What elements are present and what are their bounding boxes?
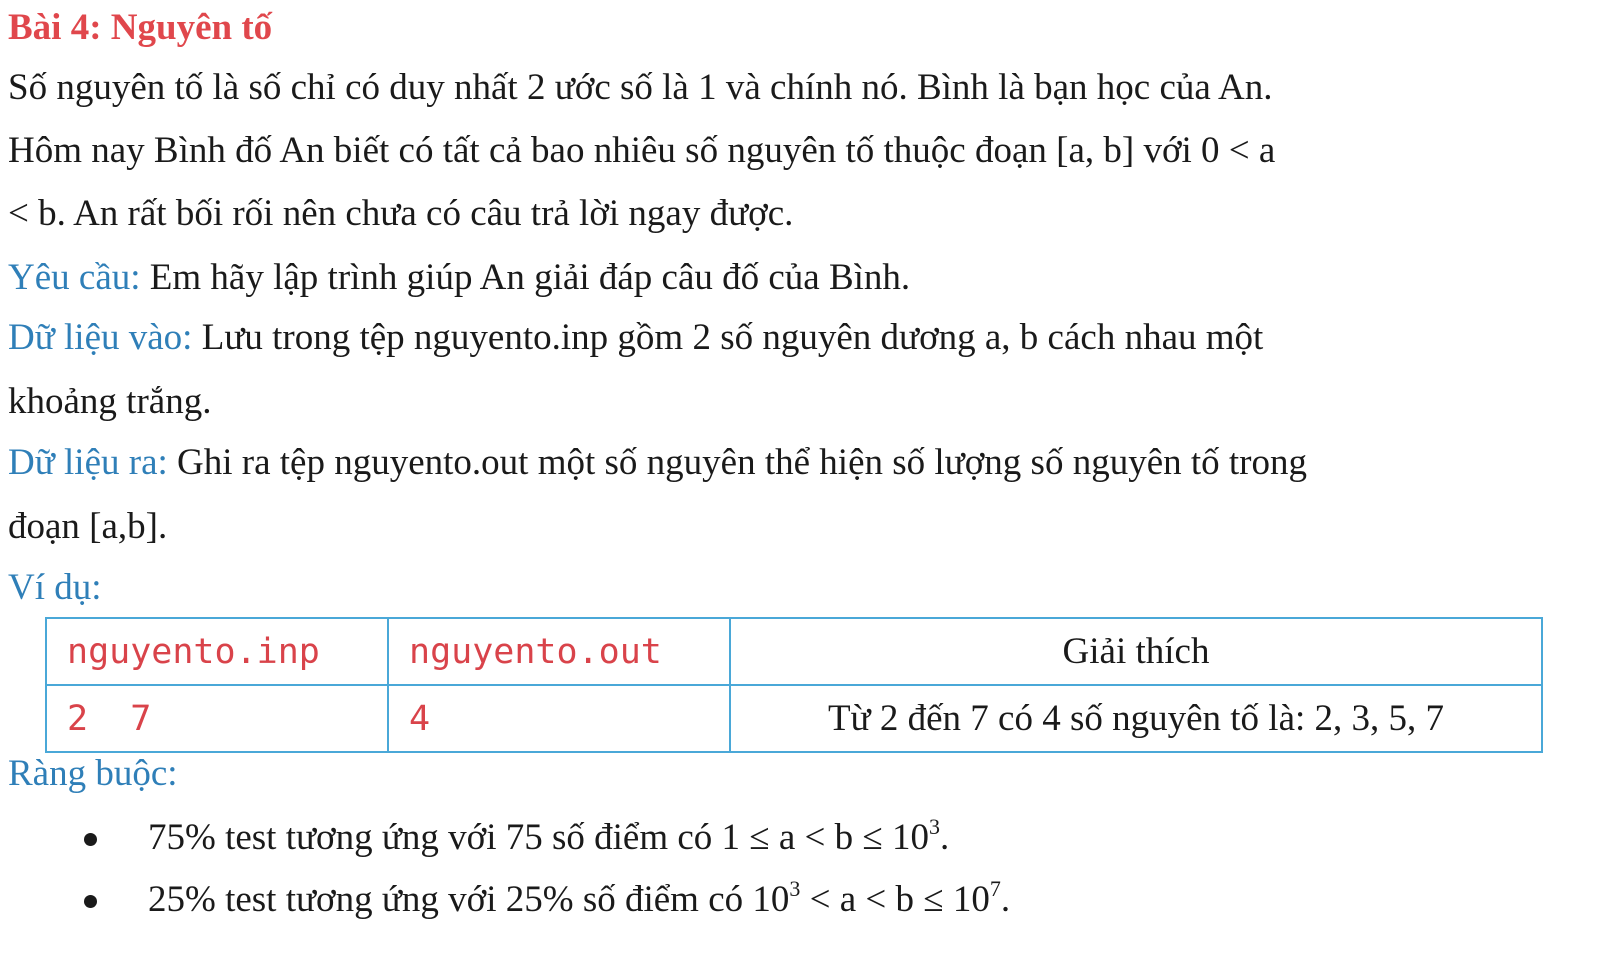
- problem-title: Bài 4: Nguyên tố: [8, 7, 273, 48]
- table-row: [46, 685, 1542, 752]
- constraint-2-exponent-2: 7: [989, 876, 1001, 901]
- cell-input-value: 2 7: [46, 685, 388, 752]
- header-explanation: Giải thích: [730, 618, 1542, 685]
- constraint-2-end: .: [1000, 879, 1011, 920]
- cell-output-value: 4: [388, 685, 730, 752]
- header-input-file: nguyento.inp: [46, 618, 388, 685]
- bullet-icon: [84, 895, 97, 908]
- header-output-file: nguyento.out: [388, 618, 730, 685]
- constraint-1-end: .: [939, 817, 950, 858]
- input-spec-text: Lưu trong tệp nguyento.inp gồm 2 số nguyên dương a, b cách nhau một: [192, 317, 1264, 358]
- requirement-label: Yêu cầu:: [8, 257, 141, 298]
- description-line-3: < b. An rất bối rối nên chưa có câu trả lời ngay được.: [8, 193, 794, 234]
- constraints-label: Ràng buộc:: [8, 753, 178, 794]
- example-label: Ví dụ:: [8, 567, 102, 608]
- input-spec-section: [8, 316, 1263, 360]
- requirement-section: [8, 256, 910, 300]
- constraint-2-middle: < a < b ≤ 10: [800, 879, 990, 920]
- constraint-text-1: [148, 816, 949, 860]
- input-spec-text-continued: khoảng trắng.: [8, 381, 212, 422]
- bullet-icon: [84, 833, 97, 846]
- table-header-row: [46, 618, 1542, 685]
- constraint-2-exponent-1: 3: [789, 876, 801, 901]
- output-spec-text: Ghi ra tệp nguyento.out một số nguyên thể hiện số lượng số nguyên tố trong: [167, 442, 1307, 483]
- constraint-1-exponent: 3: [928, 814, 940, 839]
- constraint-1-main: 75% test tương ứng với 75 số điểm có 1 ≤ a < b ≤ 10: [148, 817, 929, 858]
- description-line-2: Hôm nay Bình đố An biết có tất cả bao nhiêu số nguyên tố thuộc đoạn [a, b] với 0 < a: [8, 130, 1276, 171]
- constraint-text-2: [148, 878, 1010, 922]
- cell-explanation: Từ 2 đến 7 có 4 số nguyên tố là: 2, 3, 5, 7: [730, 685, 1542, 752]
- example-table: [45, 617, 1543, 753]
- input-spec-label: Dữ liệu vào:: [8, 317, 193, 358]
- output-spec-label: Dữ liệu ra:: [8, 442, 168, 483]
- output-spec-text-continued: đoạn [a,b].: [8, 506, 168, 547]
- output-spec-section: [8, 441, 1307, 485]
- requirement-text: Em hãy lập trình giúp An giải đáp câu đố của Bình.: [140, 257, 911, 298]
- constraint-2-main: 25% test tương ứng với 25% số điểm có 10: [148, 879, 790, 920]
- description-line-1: Số nguyên tố là số chỉ có duy nhất 2 ước số là 1 và chính nó. Bình là bạn học của An.: [8, 67, 1273, 108]
